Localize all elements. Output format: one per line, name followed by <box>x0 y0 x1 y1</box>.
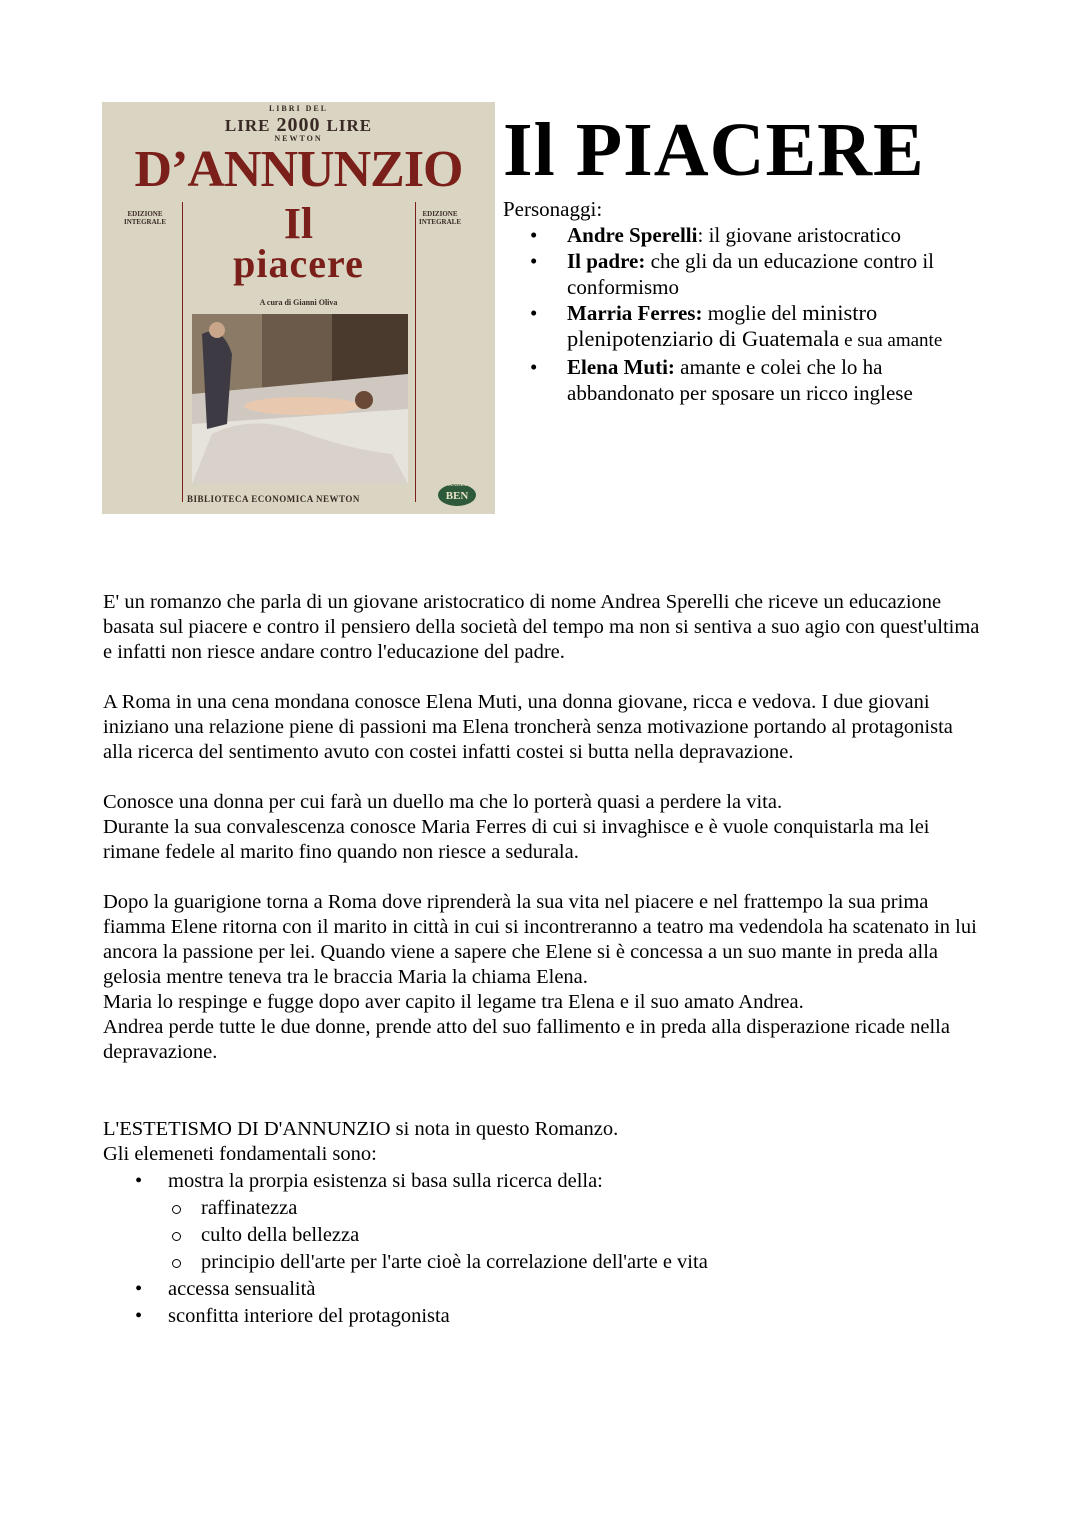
character-name: Andre Sperelli <box>567 223 698 247</box>
sublist-item: raffinatezza <box>168 1195 708 1222</box>
character-desc-small: e sua amante <box>839 330 943 351</box>
character-sep: : <box>697 223 704 247</box>
paragraph-line: Maria lo respinge e fugge dopo aver capito il legame tra Elena e il suo amato Andrea. <box>103 991 804 1013</box>
cover-title-line2: piacere <box>233 241 364 286</box>
cover-painting-image <box>192 314 408 484</box>
character-desc: amante e colei che lo ha abbandonato per sposare un ricco inglese <box>567 355 913 405</box>
paragraph-line: Dopo la guarigione torna a Roma dove riprenderà la sua vita nel piacere e nel frattempo la sua prima fiamma Elene ritorna con il marito in città in cui si incontreranno a teatro ma vedendola ha scatenato in lui ancora la passione per lei. Quando viene a sapere che Elene si è concessa a un suo mante in preda alla gelosia mentre teneva tra le braccia Maria la chiama Elena. <box>103 891 977 988</box>
paragraph-group <box>103 790 983 865</box>
cover-logo-text: BEN <box>445 490 469 502</box>
characters-list <box>530 222 990 406</box>
aestheticism-title: L'ESTETISMO DI D'ANNUNZIO si nota in questo Romanzo. <box>103 1118 619 1140</box>
character-name: Il padre: <box>567 249 646 273</box>
list-item: • accessa sensualità <box>103 1276 708 1303</box>
sublist-item: culto della bellezza <box>168 1222 708 1249</box>
character-desc: moglie del <box>702 301 803 325</box>
cover-price-value: 2000 <box>276 114 321 136</box>
cover-price <box>102 104 495 143</box>
cover-author: D’ANNUNZIO <box>134 141 463 198</box>
summary-body <box>103 590 983 1090</box>
cover-edition-left: EDIZIONE INTEGRALE <box>123 210 166 226</box>
cover-logo <box>438 484 476 506</box>
cover-title-line1: Il <box>283 199 314 248</box>
aestheticism-intro: Gli elemeneti fondamentali sono: <box>103 1143 377 1165</box>
cover-price-left: LIRE <box>224 116 271 135</box>
character-desc: il giovane aristocratico <box>703 223 902 247</box>
cover-libri-del: LIBRI DEL <box>268 104 329 113</box>
character-name: Marria Ferres: <box>567 301 703 325</box>
cover-price-right: LIRE <box>326 116 373 135</box>
paragraph-group <box>103 890 983 1065</box>
character-item <box>530 248 990 300</box>
paragraph-line: Conosce una donna per cui farà un duello ma che lo porterà quasi a perdere la vita. <box>103 791 783 813</box>
paragraph-line: Andrea perde tutte le due donne, prende atto del suo fallimento e in preda alla disperazione ricade nella depravazione. <box>103 1016 950 1063</box>
characters-label: Personaggi: <box>503 197 603 221</box>
character-item <box>530 354 990 406</box>
list-item: • sconfitta interiore del protagonista <box>103 1303 708 1330</box>
character-desc: che gli da un educazione contro il conformismo <box>567 249 935 299</box>
cover-logo-small: CLASSICI <box>447 482 467 487</box>
list-item <box>103 1168 708 1276</box>
cover-newton-small: NEWTON <box>274 134 323 143</box>
character-desc-large: ministro plenipotenziario di Guatemala <box>567 300 878 351</box>
cover-curator: A cura di Gianni Oliva <box>259 298 338 307</box>
cover-edition-right: EDIZIONE INTEGRALE <box>418 210 461 226</box>
sublist-item: principio dell'arte per l'arte cioè la correlazione dell'arte e vita <box>168 1249 708 1276</box>
character-name: Elena Muti: <box>567 355 675 379</box>
paragraph: A Roma in una cena mondana conosce Elena Muti, una donna giovane, ricca e vedova. I due giovani iniziano una relazione piene di passioni ma Elena troncherà senza motivazione portando al protagonista alla ricerca del sentimento avuto con costei infatti costei si butta nella depravazione. <box>103 691 953 763</box>
page-title: Il PIACERE <box>503 108 925 192</box>
book-cover-image <box>102 102 495 514</box>
sublist <box>168 1195 708 1276</box>
character-item <box>530 300 990 354</box>
character-item <box>530 222 990 248</box>
cover-series: BIBLIOTECA ECONOMICA NEWTON <box>187 494 360 504</box>
list-item-text: mostra la prorpia esistenza si basa sulla ricerca della: <box>168 1170 603 1192</box>
aestheticism-heading <box>103 1117 618 1167</box>
aestheticism-list <box>103 1168 708 1330</box>
paragraph: E' un romanzo che parla di un giovane aristocratico di nome Andrea Sperelli che riceve un educazione basata sul piacere e contro il pensiero della società del tempo ma non si sentiva a suo agio con quest'ultima e infatti non riesce andare contro l'educazione del padre. <box>103 591 980 663</box>
paragraph-line: Durante la sua convalescenza conosce Maria Ferres di cui si invaghisce e è vuole conquistarla ma lei rimane fedele al marito fino quando non riesce a sedurala. <box>103 816 930 863</box>
cover-book-title <box>102 199 495 286</box>
